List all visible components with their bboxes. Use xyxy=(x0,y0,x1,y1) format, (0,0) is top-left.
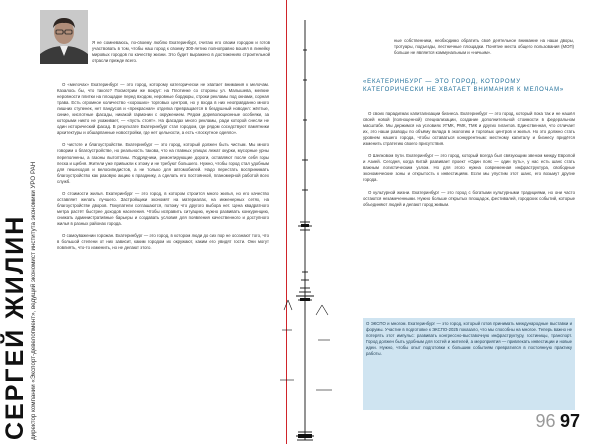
page-number-left: 96 xyxy=(535,411,556,431)
page-numbers xyxy=(535,411,580,432)
right-paragraph: О культурной жизни. Екатеринбург — это город с богатыми культурными традициями, но они часто остаются незамеченными. Нужно больше открытых площадок, фестивалей, городских событий, которые объединяют людей и делают город живым. xyxy=(363,189,575,207)
left-paragraph: О чистоте и благоустройстве. Екатеринбург — это город, который должен быть чистым. Мы много говорим о благоустройстве, но реальность такова, что на главных улицах лежат окурки, мусорные урны переполнены, а газоны вытоптаны. Подрядчики, ремонтирующие дороги, оставляют после себя горы песка и щебня. Жители уже привыкли к этому и не требуют большего. Нужно, чтобы город стал удобным для пешеходов и велосипедистов, а не только для автомобилей. Надо перестать воспринимать благоустройство как разовую акцию к празднику, а сделать его постоянной, планомерной работой всех служб. xyxy=(57,142,269,184)
left-paragraph: О «мелочах» Екатеринбург — это город, которому категорически не хватает внимания к мелочам. Казалось бы, что такого? Посмотрим же вокруг: на Плотинке со стороны ул. Малышева, мелкие неровности плитки на площадке перед входом, неровные бордюры, строки рекламы под окнами, сорная трава. Есть огромное количество «хороших» торговых центров, но у входа в них неоправданно много лишних ступенек, нет пандусов и «прекрасная» отделка превращается в бездушный новодел: жёлтые, синие, кислотные фасады, никакой гармонии с окружением. Рядом дореволюционные особняки, за которыми никто не ухаживает, — «пусть стоят». На фасадах много рекламы, ради которой снесли не один исторический фасад. В результате Екатеринбург стал городом, где рядом соседствуют памятники архитектуры и обшарпанные новостройки, где нет цельности, а есть «лоскутное одеяло». xyxy=(57,82,269,136)
left-intro xyxy=(92,40,270,70)
tower-illustration xyxy=(276,0,362,444)
highlight-text-block xyxy=(366,321,572,363)
intro-paragraph: Я не сомневаюсь, по-своему люблю Екатеринбург, считаю его своим городом и готов участвовать в том, чтобы наш город к своему 300-летию полноправно вошёл в линейку мировых городов по качеству жизни. Это будет выражено в достижениях строительной отрасли прежде всего. xyxy=(92,40,270,64)
left-paragraph: О самоуважении горожан. Екатеринбург — это город, в котором люди до сих пор не осознают того, что в большой степени от них зависит, каким городом их окружают, каким его увидят гости. Они могут повлиять, что-то изменить, но не делают этого. xyxy=(57,233,269,251)
author-role: директор компании «Экспорт-девелопмент», ведущий экономист института экономики УРО РАН xyxy=(30,161,37,440)
portrait-image xyxy=(40,10,88,64)
author-name: СЕРГЕЙ ЖИЛИН xyxy=(1,214,29,440)
pull-quote: «ЕКАТЕРИНБУРГ — ЭТО ГОРОД, КОТОРОМУ КАТЕГОРИЧЕСКИ НЕ ХВАТАЕТ ВНИМАНИЯ К МЕЛОЧАМ» xyxy=(363,79,565,94)
author-vertical-block xyxy=(2,20,38,440)
highlight-paragraph: О ЭКСПО и многом. Екатеринбург — это город, который готов принимать международные выставки и форумы. Участие в подготовке к ЭКСПО-2025 показало, что мы способны на многое. Теперь важно не потерять этот импульс: развивать конгрессно-выставочную инфраструктуру, гостиницы, транспорт. Город должен быть удобным для гостей и жителей, а мероприятия — привлекать инвестиции и новые идеи. Нужно, чтобы опыт подготовки к большим событиям превратился в постоянную практику работы. xyxy=(366,321,572,357)
right-paragraph: О своих парадигмах капитализации бизнеса. Екатеринбург — это город, который пока так и не нашёл своей новой (полноценной) специализации, создание дополнительной стоимости в федеральном масштабе. Мы держимся на условиях УГМК, РМК, ТМК и других гигантов. Единственная, что отличает их, это наши разводы по объёму вклада в экологию и торговых центров и жилья. Но это должно стать уровнем нашего города, чтобы оставаться конкурентным: местному капиталу и бизнесу придётся изменить стратегию своего присутствия. xyxy=(363,111,575,147)
right-top-paragraph: ные собственники, необходимо обратить своё деятельное внимание на наши дворы, тротуары, подъезды, лестничные площадки. Понятие места общего пользования (МОП) больше не является коммунальным и «ничьим». xyxy=(394,38,574,56)
right-paragraph: О Шелковом пути. Екатеринбург — это город, который всегда был связующим звеном между Европой и Азией. Сегодня, когда Китай развивает проект «Один пояс — один путь», у нас есть шанс стать важным логистическим узлом. Но для этого нужна современная инфраструктура, свободные экономические зоны и открытость к инвестициям. Если мы упустим этот шанс, его возьмут другие города. xyxy=(363,153,575,183)
right-top-text xyxy=(394,38,574,62)
author-portrait xyxy=(40,10,88,64)
left-paragraph: О стоимости жилья. Екатеринбург — это город, в котором строится много жилья, но его качество оставляет желать лучшего. Застройщики экономят на материалах, на инженерных сетях, на благоустройстве дворов. Покупатели соглашаются, потому что другого выбора нет. Цена квадратного метра растёт быстрее доходов населения. Чтобы исправить ситуацию, нужно развивать конкуренцию, снижать административные барьеры и создавать условия для появления качественного и доступного жилья в разных районах города. xyxy=(57,190,269,226)
page-number-right: 97 xyxy=(559,411,580,431)
left-column xyxy=(57,82,269,257)
right-column xyxy=(363,111,575,214)
